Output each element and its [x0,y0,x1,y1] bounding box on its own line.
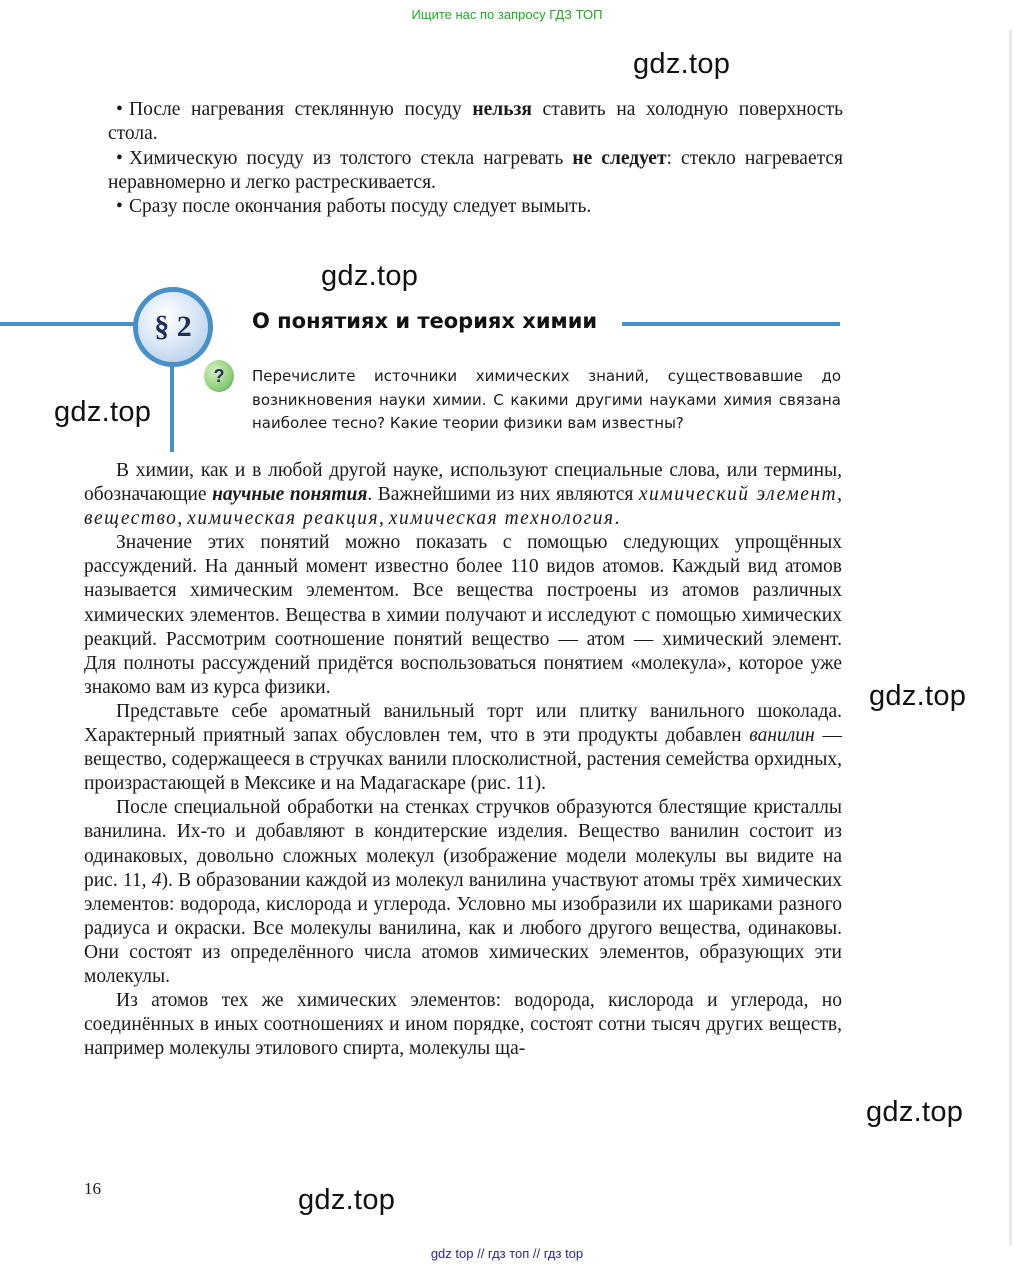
bullet-text: После нагревания стеклянную посуду [129,99,473,120]
paragraph: Значение этих понятий можно показать с помощью следующих упрощённых рассуждений. На данный момент известно более 110 видов атомов. Каждый вид атомов называется химическим элементом. Все вещества построены из атомов различных химических элементов. Вещества в химии получают и исследуют с помощью химических реакций. Рассмотрим соотношение понятий вещество — атом — химический элемент. Для полноты рассуждений придётся воспользоваться понятием «молекула», которое уже знакомо вам из курса физики. [84,532,842,698]
section-rule-vertical [170,360,174,452]
watermark: gdz.top [298,1184,396,1216]
bullet-dot-icon: • [116,99,123,120]
section-number-badge: § 2 [133,287,213,367]
section-rule-left [0,322,137,326]
bullet-text: : стекло нагревается неравномерно и легко растрескивается. [108,147,844,193]
bullet-text: Сразу после окончания работы посуду следует вымыть. [129,196,592,218]
paragraph: В химии, как и в любой другой науке, используют специальные слова, или термины, обозначающие научные понятия. Важнейшими из них являются химический элемент, вещество, химическая реакция, химическая технология. [84,460,842,530]
bullet-emphasis: нельзя [472,99,532,120]
page-edge [1009,30,1012,1245]
watermark: gdz.top [866,1096,964,1128]
question-icon: ? [204,360,234,392]
bullet-dot-icon: • [116,196,123,218]
watermark: gdz.top [633,48,731,80]
paragraph: Представьте себе ароматный ванильный торт или плитку ванильного шоколада. Характерный приятный запах обусловлен тем, что в эти продукты добавлен ванилин — вещество, содержащееся в стручках ванили плосколистной, растения семейства орхидных, произрастающей в Мексике и на Мадагаскаре (рис. 11). [84,700,842,795]
bullet-item [108,195,843,219]
watermark: gdz.top [869,680,967,712]
paragraph: Из атомов тех же химических элементов: водорода, кислорода и углерода, но соединённых в иных соотношениях и ином порядке, состоят сотни тысяч других веществ, например молекулы этилового спирта, молекулы ща- [84,990,842,1060]
watermark: gdz.top [54,396,152,428]
section-questions: Перечислите источники химических знаний, существовавшие до возникновения науки химии. С какими другими науками химия связана наиболее тесно? Какие теории физики вам известны? [252,367,841,432]
section-title: О понятиях и теориях химии [252,309,598,333]
page-number: 16 [84,1179,101,1198]
bullet-text: Химическую посуду из толстого стекла нагревать [129,147,573,169]
watermark: gdz.top [321,260,419,292]
paragraph: После специальной обработки на стенках стручков образуются блестящие кристаллы ванилина. Их-то и добавляют в кондитерские изделия. Вещество ванилин состоит из одинаковых, довольно сложных молекул (изображение модели молекулы вы видите на рис. 11, 4). В образовании каждой из молекул ванилина участвуют атомы трёх химических элементов: водорода, кислорода и углерода. Условно мы изобразили их шариками разного радиуса и окраски. Все молекулы ванилина, как и любого другого вещества, одинаковы. Они состоят из определённого числа атомов химических элементов, образующих эти молекулы. [84,797,842,987]
section-rule-right [622,322,840,326]
top-search-link[interactable]: Ищите нас по запросу ГДЗ ТОП [411,7,603,22]
bullet-item [108,98,843,147]
bullet-emphasis: не следует [572,147,667,169]
footer-links[interactable]: gdz top // гдз топ // гдз top [430,1246,584,1261]
bullet-dot-icon: • [116,147,123,169]
bullet-item [108,147,843,196]
bullet-text: ставить на холодную поверхность стола. [108,99,843,145]
main-text [84,459,842,1061]
bullet-list [108,98,843,219]
